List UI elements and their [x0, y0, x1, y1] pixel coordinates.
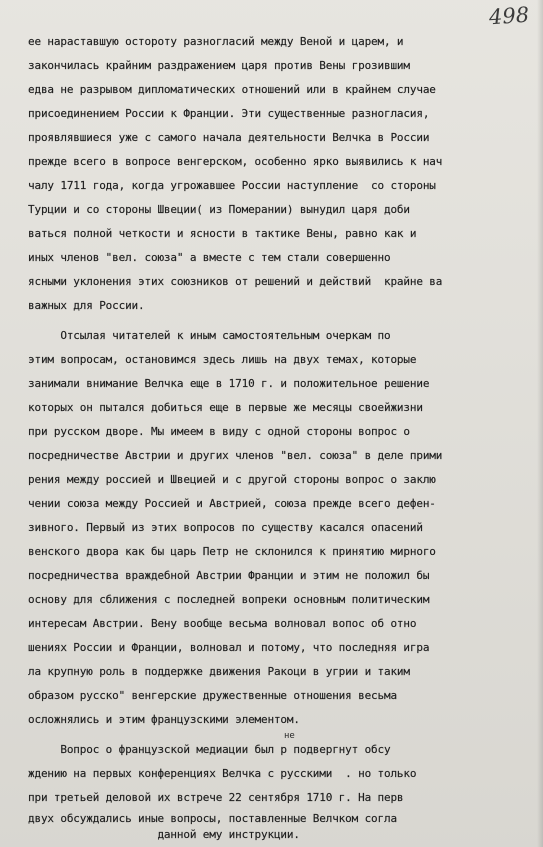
- text-line: ясными уклонения этих союзников от решений и действий крайне ва: [28, 275, 443, 288]
- text-line: ваться полной четкости и ясности в тактике Вены, равно как и: [28, 227, 417, 240]
- text-line: Отсылая читателей к иным самостоятельным очеркам по: [28, 329, 391, 342]
- text-line: чалу 1711 года, когда угрожавшее России наступление со стороны: [28, 179, 436, 192]
- text-line: ждению на первых конференциях Велчка с русскими . но только: [28, 767, 417, 780]
- text-line: ла крупную роль в поддержке движения Ракоци в угрии и таким: [28, 665, 410, 678]
- text-line: иных членов "вел. союза" а вместе с тем стали совершенно: [28, 251, 391, 264]
- insertion-note: не: [284, 731, 295, 741]
- text-line: Вопрос о французской медиации был р подвергнут обсу: [28, 743, 391, 756]
- text-line: интересам Австрии. Вену вообще весьма волновал вопос об отно: [28, 617, 417, 630]
- text-line: прежде всего в вопросе венгерском, особенно ярко выявились к нач: [28, 155, 443, 168]
- text-line: основу для сближения с последней вопреки основным политическим: [28, 593, 430, 606]
- text-line: важных для России.: [28, 299, 145, 312]
- text-line: рения между россией и Швецией и с другой стороны вопрос о заклю: [28, 473, 436, 486]
- text-line: ее нараставшую остороту разногласий между Веной и царем, и: [28, 35, 404, 48]
- text-line: при третьей деловой их встрече 22 сентября 1710 г. На перв: [28, 791, 404, 804]
- text-line: данной ему инструкции.: [28, 828, 300, 841]
- text-line: осложнялись и этим французскими элементом.: [28, 713, 300, 726]
- text-line: венского двора как бы царь Петр не склонился к принятию мирного: [28, 545, 436, 558]
- text-line: едва не разрывом дипломатических отношений или в крайнем случае: [28, 83, 436, 96]
- text-line: двух обсуждались иные вопросы, поставленные Велчком согла: [28, 812, 397, 825]
- text-line: шениях России и Франции, волновал и потому, что последняя игра: [28, 641, 430, 654]
- text-line: при русском дворе. Мы имеем в виду с одной стороны вопрос о: [28, 425, 410, 438]
- text-line: посредничестве Австрии и других членов "вел. союза" в деле прими: [28, 449, 443, 462]
- page-number: 498: [488, 2, 530, 30]
- text-line: закончилась крайним раздражением царя против Вены грозившим: [28, 59, 410, 72]
- text-line: чении союза между Россией и Австрией, союза прежде всего дефен-: [28, 497, 436, 510]
- text-line: проявлявшиеся уже с самого начала деятельности Велчка в России: [28, 131, 430, 144]
- text-line: зивного. Первый из этих вопросов по существу касался опасений: [28, 521, 423, 534]
- text-line: посредничества враждебной Австрии Франции и этим не положил бы: [28, 569, 430, 582]
- text-line: которых он пытался добиться еще в первые же месяцы своейжизни: [28, 401, 423, 414]
- text-line: Турции и со стороны Швеции( из Померании) вынудил царя доби: [28, 203, 410, 216]
- text-line: образом русско" венгерские дружественные отношения весьма: [28, 689, 397, 702]
- page-edge-shadow: [537, 0, 543, 847]
- text-line: присоединением России к Франции. Эти существенные разногласия,: [28, 107, 430, 120]
- text-line: этим вопросам, остановимся здесь лишь на двух темах, которые: [28, 353, 417, 366]
- text-line: занимали внимание Велчка еще в 1710 г. и положительное решение: [28, 377, 430, 390]
